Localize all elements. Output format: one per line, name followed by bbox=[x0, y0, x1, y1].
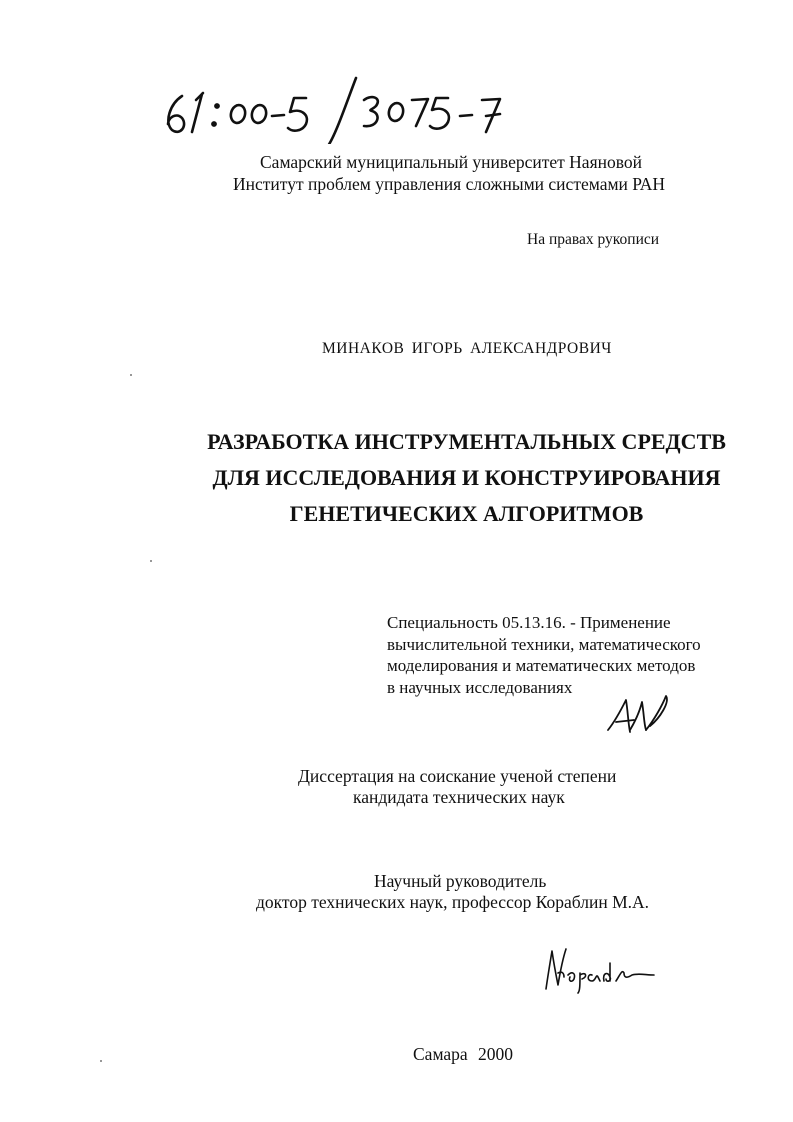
dissertation-title-line-3: ГЕНЕТИЧЕСКИХ АЛГОРИТМОВ bbox=[289, 501, 644, 526]
city-year: Самара 2000 bbox=[413, 1044, 514, 1064]
specialty-block bbox=[387, 612, 757, 698]
advisor-signature bbox=[540, 945, 660, 995]
specialty-line: в научных исследованиях bbox=[387, 677, 573, 697]
university-name: Самарский муниципальный университет Наяновой bbox=[260, 152, 642, 172]
handwritten-archive-code bbox=[160, 74, 520, 144]
degree-line-1: Диссертация на соискание ученой степени bbox=[298, 766, 617, 786]
specialty-line: вычислительной техники, математического bbox=[387, 634, 701, 654]
dissertation-title-line-2: ДЛЯ ИССЛЕДОВАНИЯ И КОНСТРУИРОВАНИЯ bbox=[212, 465, 721, 490]
scan-speck bbox=[150, 560, 152, 562]
advisor-role: Научный руководитель bbox=[374, 871, 547, 891]
dissertation-title-line-1: РАЗРАБОТКА ИНСТРУМЕНТАЛЬНЫХ СРЕДСТВ bbox=[207, 429, 726, 454]
scan-speck bbox=[130, 374, 132, 376]
institute-name: Институт проблем управления сложными системами РАН bbox=[233, 174, 666, 194]
scan-speck bbox=[100, 1060, 102, 1062]
rights-note: На правах рукописи bbox=[527, 231, 660, 248]
specialty-line: Специальность 05.13.16. - Применение bbox=[387, 613, 671, 632]
advisor-name: доктор технических наук, профессор Кораблин М.А. bbox=[256, 892, 650, 912]
specialty-line: моделирования и математических методов bbox=[387, 656, 696, 675]
degree-line-2: кандидата технических наук bbox=[353, 787, 565, 807]
initials-signature bbox=[604, 690, 674, 740]
author-name: МИНАКОВ ИГОРЬ АЛЕКСАНДРОВИЧ bbox=[322, 340, 612, 357]
